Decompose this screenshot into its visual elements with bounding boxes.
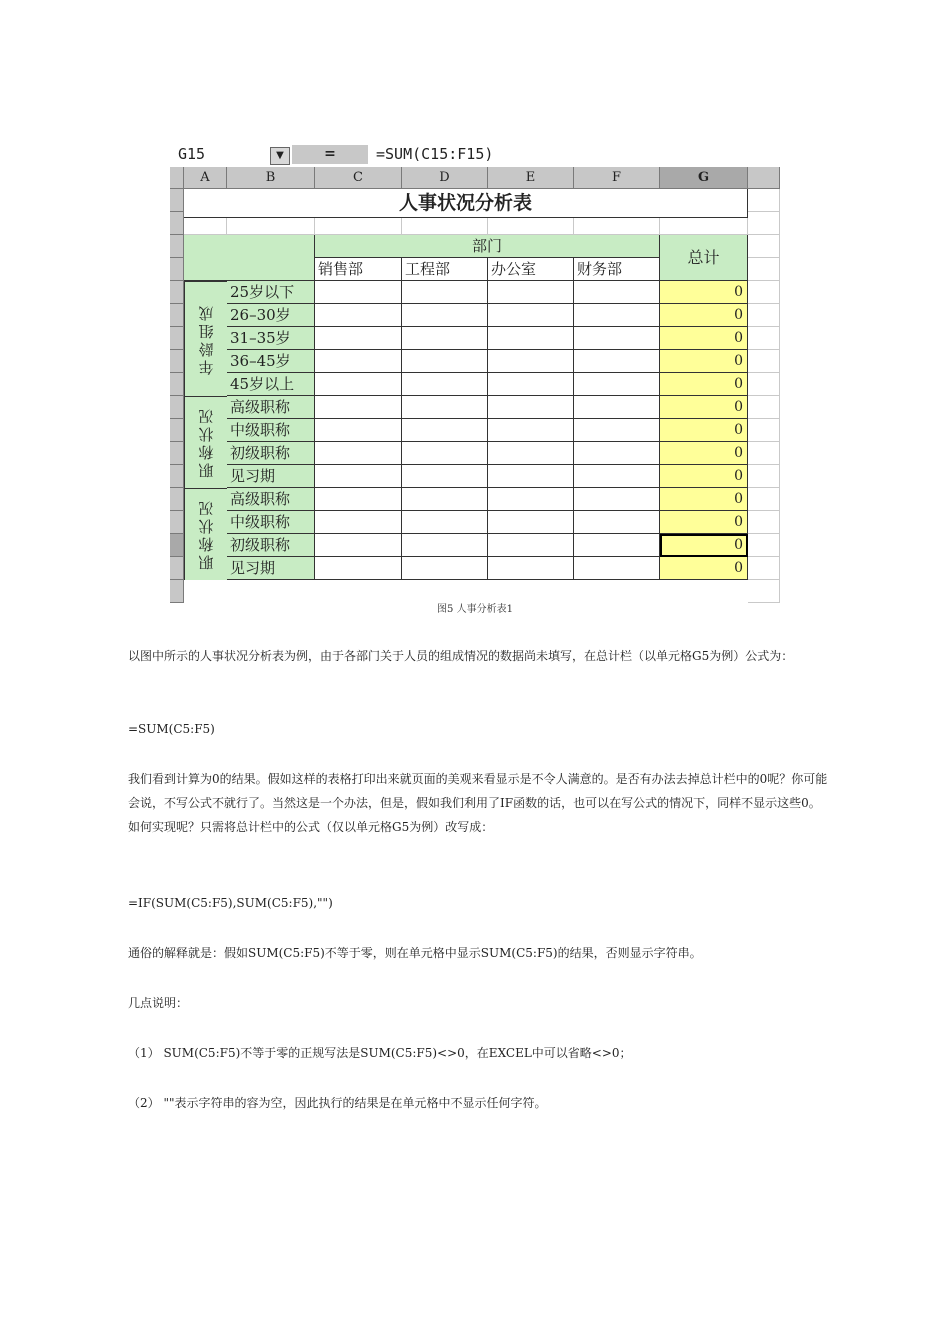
note-item-1: （1） SUM(C5:F5)不等于零的正规写法是SUM(C5:F5)<>0，在EXCEL中可以省略<>0； xyxy=(128,1046,632,1060)
cell[interactable] xyxy=(315,218,402,235)
spreadsheet-screenshot xyxy=(170,143,780,586)
row-label: 25岁以下 xyxy=(227,281,315,304)
data-cell[interactable] xyxy=(402,327,488,350)
formula-sum: =SUM(C5:F5) xyxy=(128,722,215,736)
data-cell[interactable] xyxy=(315,488,402,511)
data-cell[interactable] xyxy=(402,465,488,488)
cell[interactable] xyxy=(748,258,780,281)
data-cell[interactable] xyxy=(488,350,574,373)
name-box[interactable]: G15 xyxy=(178,145,206,163)
row-label: 31–35岁 xyxy=(227,327,315,350)
data-cell[interactable] xyxy=(488,373,574,396)
cell[interactable] xyxy=(748,465,780,488)
data-cell[interactable] xyxy=(488,511,574,534)
cell[interactable] xyxy=(748,511,780,534)
data-cell[interactable] xyxy=(402,511,488,534)
data-cell[interactable] xyxy=(488,534,574,557)
total-cell[interactable]: 0 xyxy=(660,327,748,350)
total-cell[interactable]: 0 xyxy=(660,304,748,327)
dept-label: 财务部 xyxy=(574,258,660,281)
column-header[interactable]: D xyxy=(402,167,488,189)
row-header[interactable] xyxy=(170,442,184,465)
data-cell[interactable] xyxy=(574,442,660,465)
data-cell[interactable] xyxy=(402,373,488,396)
edit-formula-button[interactable]: = xyxy=(292,145,368,164)
cell[interactable] xyxy=(748,396,780,419)
cell[interactable] xyxy=(574,218,660,235)
column-header[interactable]: F xyxy=(574,167,660,189)
total-cell[interactable]: 0 xyxy=(660,465,748,488)
row-label: 见习期 xyxy=(227,465,315,488)
data-cell[interactable] xyxy=(488,419,574,442)
cell[interactable] xyxy=(748,281,780,304)
row-header[interactable] xyxy=(170,511,184,534)
total-cell[interactable]: 0 xyxy=(660,557,748,580)
data-cell[interactable] xyxy=(488,281,574,304)
row-header[interactable] xyxy=(170,235,184,258)
row-label: 高级职称 xyxy=(227,488,315,511)
data-cell[interactable] xyxy=(315,281,402,304)
active-cell[interactable]: 0 xyxy=(660,534,748,557)
total-cell[interactable]: 0 xyxy=(660,419,748,442)
row-header[interactable] xyxy=(170,557,184,580)
figure-caption: 图5 人事分析表1 xyxy=(437,604,513,615)
data-cell[interactable] xyxy=(488,465,574,488)
column-header[interactable] xyxy=(748,167,780,189)
row-header[interactable] xyxy=(170,488,184,511)
row-label: 见习期 xyxy=(227,557,315,580)
cell[interactable] xyxy=(748,235,780,258)
data-cell[interactable] xyxy=(574,534,660,557)
data-cell[interactable] xyxy=(574,419,660,442)
group-label: 年龄组成 xyxy=(184,281,227,396)
data-cell[interactable] xyxy=(315,304,402,327)
data-cell[interactable] xyxy=(315,442,402,465)
row-label: 初级职称 xyxy=(227,442,315,465)
data-cell[interactable] xyxy=(402,304,488,327)
header-corner xyxy=(184,235,315,281)
row-header[interactable] xyxy=(170,350,184,373)
data-cell[interactable] xyxy=(574,304,660,327)
data-cell[interactable] xyxy=(574,373,660,396)
group-label: 职称状况 xyxy=(184,488,227,580)
dept-label: 工程部 xyxy=(402,258,488,281)
data-cell[interactable] xyxy=(315,534,402,557)
data-cell[interactable] xyxy=(315,350,402,373)
row-label: 36–45岁 xyxy=(227,350,315,373)
total-cell[interactable]: 0 xyxy=(660,350,748,373)
data-cell[interactable] xyxy=(315,396,402,419)
formula-if: =IF(SUM(C5:F5),SUM(C5:F5),"") xyxy=(128,896,333,910)
dept-label: 办公室 xyxy=(488,258,574,281)
data-cell[interactable] xyxy=(402,534,488,557)
row-header[interactable] xyxy=(170,327,184,350)
paragraph-intro: 以图中所示的人事状况分析表为例，由于各部门关于人员的组成情况的数据尚未填写，在总计栏（以单元格G5为例）公式为： xyxy=(128,649,794,663)
worksheet-grid xyxy=(170,167,780,586)
cell[interactable] xyxy=(748,534,780,557)
row-header[interactable] xyxy=(170,373,184,396)
row-header[interactable] xyxy=(170,304,184,327)
column-header[interactable]: E xyxy=(488,167,574,189)
data-cell[interactable] xyxy=(574,511,660,534)
cell[interactable] xyxy=(748,189,780,212)
cell[interactable] xyxy=(748,557,780,580)
formula-bar xyxy=(170,143,780,168)
cell[interactable] xyxy=(184,218,227,235)
data-cell[interactable] xyxy=(574,350,660,373)
row-label: 初级职称 xyxy=(227,534,315,557)
total-cell[interactable]: 0 xyxy=(660,442,748,465)
data-cell[interactable] xyxy=(574,327,660,350)
paragraph-plain-explanation: 通俗的解释就是：假如SUM(C5:F5)不等于零，则在单元格中显示SUM(C5:F5)的结果，否则显示字符串。 xyxy=(128,946,702,960)
data-cell[interactable] xyxy=(315,419,402,442)
note-item-2: （2） ""表示字符串的容为空，因此执行的结果是在单元格中不显示任何字符。 xyxy=(128,1096,547,1110)
cell[interactable] xyxy=(660,218,748,235)
cell[interactable] xyxy=(227,218,315,235)
data-cell[interactable] xyxy=(488,304,574,327)
cell[interactable] xyxy=(748,442,780,465)
data-cell[interactable] xyxy=(402,281,488,304)
row-header[interactable] xyxy=(170,258,184,281)
data-cell[interactable] xyxy=(402,557,488,580)
column-header[interactable]: A xyxy=(184,167,227,189)
cell[interactable] xyxy=(748,304,780,327)
data-cell[interactable] xyxy=(488,557,574,580)
dept-label: 销售部 xyxy=(315,258,402,281)
data-cell[interactable] xyxy=(574,396,660,419)
group-label: 职称状况 xyxy=(184,396,227,488)
data-cell[interactable] xyxy=(574,465,660,488)
data-cell[interactable] xyxy=(488,327,574,350)
data-cell[interactable] xyxy=(402,350,488,373)
cell[interactable] xyxy=(748,350,780,373)
row-label: 中级职称 xyxy=(227,419,315,442)
chevron-down-icon[interactable]: ▼ xyxy=(270,147,290,165)
cell[interactable] xyxy=(748,419,780,442)
row-header[interactable] xyxy=(170,396,184,419)
row-header[interactable] xyxy=(170,189,184,212)
column-header[interactable]: C xyxy=(315,167,402,189)
row-label: 高级职称 xyxy=(227,396,315,419)
row-header[interactable] xyxy=(170,534,184,557)
data-cell[interactable] xyxy=(574,281,660,304)
data-cell[interactable] xyxy=(315,511,402,534)
select-all-corner[interactable] xyxy=(170,167,184,189)
paragraph-explanation: 我们看到计算为0的结果。假如这样的表格打印出来就页面的美观来看显示是不令人满意的。是否有办法去掉总计栏中的0呢？你可能会说，不写公式不就行了。当然这是一个办法，但是，假如我们利用了IF函数的话，也可以在写公式的情况下，同样不显示这些0。如何实现呢？只需将总计栏中的公式（仅以单元格G5为例）改写成： xyxy=(128,772,828,834)
data-cell[interactable] xyxy=(315,373,402,396)
row-label: 45岁以上 xyxy=(227,373,315,396)
formula-text[interactable]: =SUM(C15:F15) xyxy=(376,145,494,163)
data-cell[interactable] xyxy=(315,465,402,488)
data-cell[interactable] xyxy=(315,327,402,350)
row-header[interactable] xyxy=(170,281,184,304)
data-cell[interactable] xyxy=(402,488,488,511)
cell[interactable] xyxy=(748,373,780,396)
total-cell[interactable]: 0 xyxy=(660,396,748,419)
column-header[interactable]: G xyxy=(660,167,748,189)
row-header[interactable] xyxy=(170,419,184,442)
table-title: 人事状况分析表 xyxy=(184,189,748,218)
total-cell[interactable]: 0 xyxy=(660,511,748,534)
dept-header: 部门 xyxy=(315,235,660,258)
cell[interactable] xyxy=(748,488,780,511)
data-cell[interactable] xyxy=(574,557,660,580)
data-cell[interactable] xyxy=(402,419,488,442)
data-cell[interactable] xyxy=(488,442,574,465)
data-cell[interactable] xyxy=(402,442,488,465)
total-cell[interactable]: 0 xyxy=(660,281,748,304)
cell[interactable] xyxy=(748,327,780,350)
row-label: 26–30岁 xyxy=(227,304,315,327)
column-header[interactable]: B xyxy=(227,167,315,189)
total-header: 总计 xyxy=(660,235,748,281)
total-cell[interactable]: 0 xyxy=(660,373,748,396)
data-cell[interactable] xyxy=(402,396,488,419)
total-cell[interactable]: 0 xyxy=(660,488,748,511)
cell[interactable] xyxy=(402,218,488,235)
data-cell[interactable] xyxy=(488,396,574,419)
cell[interactable] xyxy=(488,218,574,235)
cell[interactable] xyxy=(748,212,780,235)
row-header[interactable] xyxy=(170,465,184,488)
notes-heading: 几点说明： xyxy=(128,996,189,1010)
data-cell[interactable] xyxy=(315,557,402,580)
row-header[interactable] xyxy=(170,212,184,235)
data-cell[interactable] xyxy=(488,488,574,511)
data-cell[interactable] xyxy=(574,488,660,511)
row-label: 中级职称 xyxy=(227,511,315,534)
